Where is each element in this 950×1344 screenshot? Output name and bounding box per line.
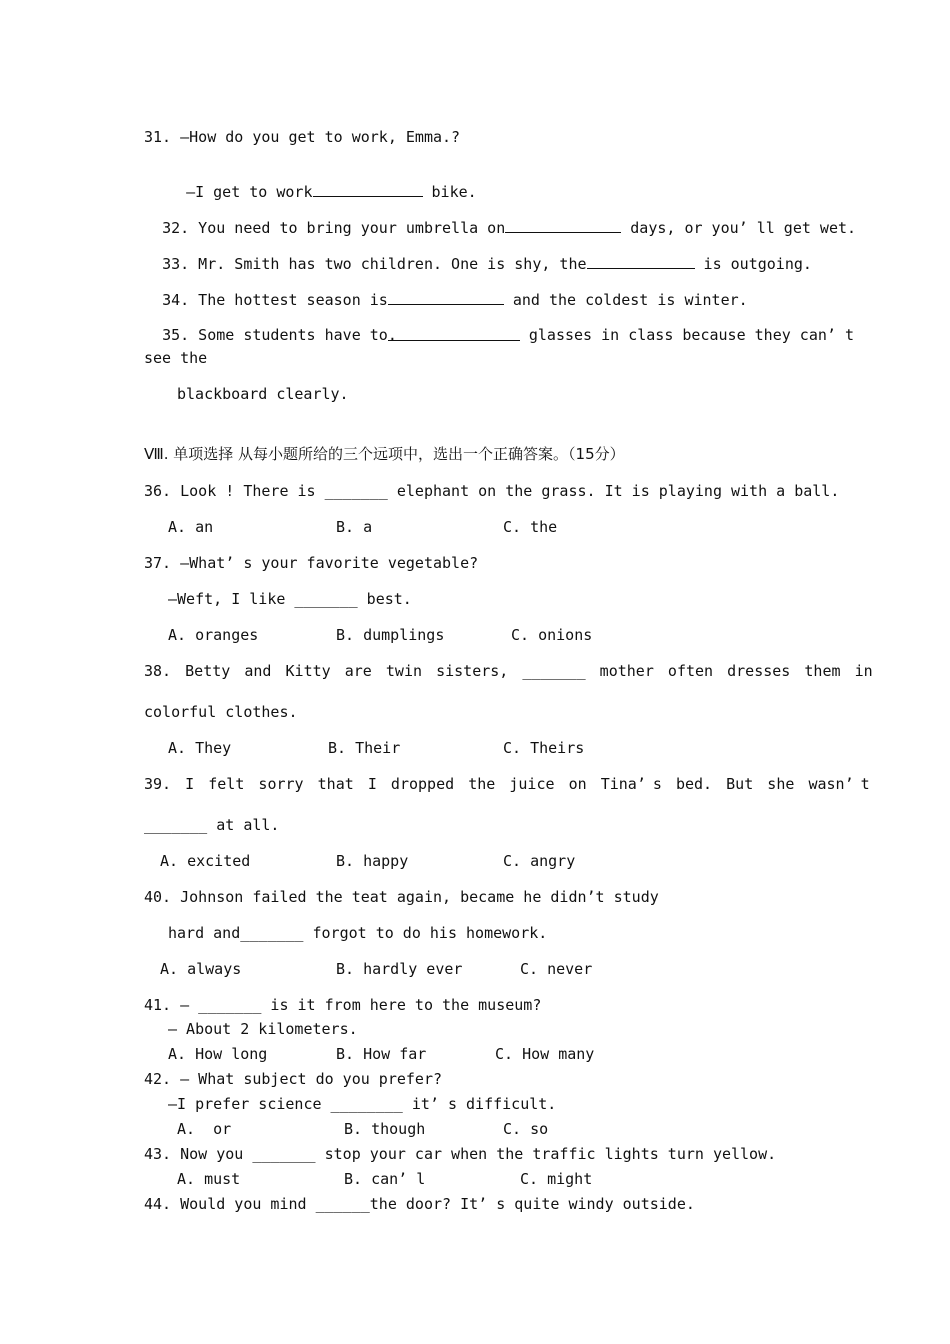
q39-option-a[interactable]: A. excited — [160, 852, 251, 870]
q33-text-b: is outgoing. — [694, 255, 812, 273]
q32-line — [144, 200, 856, 237]
q35-text-d: blackboard clearly. — [177, 385, 349, 403]
q41-option-a[interactable]: A. How long — [168, 1045, 268, 1063]
q38-question-2: colorful clothes. — [144, 703, 298, 721]
q38-question: 38. Betty and Kitty are twin sisters, _______ mother often dresses them in — [144, 662, 873, 680]
q40-option-a[interactable]: A. always — [160, 960, 242, 978]
q42-option-b[interactable]: B. though — [344, 1120, 426, 1138]
q39-option-b[interactable]: B. happy — [336, 852, 409, 870]
q37-option-a[interactable]: A. oranges — [168, 626, 259, 644]
q40-question: 40. Johnson failed the teat again, became he didn’t study — [144, 888, 659, 906]
q35-text-a: 35. Some students have to — [162, 326, 388, 344]
q37-option-c[interactable]: C. onions — [511, 626, 593, 644]
q31-answer-suffix: bike. — [422, 183, 477, 201]
q31-blank[interactable] — [313, 182, 423, 197]
q39-option-c[interactable]: C. angry — [503, 852, 576, 870]
q37-question: 37. —What’ s your favorite vegetable? — [144, 554, 479, 572]
q42-question-2: —I prefer science ________ it’ s difficult. — [168, 1095, 557, 1113]
q35-blank[interactable] — [387, 326, 520, 344]
q39-question: 39. I felt sorry that I dropped the juice on Tina’ s bed. But she wasn’ t — [144, 775, 870, 793]
q38-option-c[interactable]: C. Theirs — [503, 739, 585, 757]
q36-option-b[interactable]: B. a — [336, 518, 373, 536]
q40-option-c[interactable]: C. never — [520, 960, 593, 978]
q42-question: 42. — What subject do you prefer? — [144, 1070, 443, 1088]
q38-option-a[interactable]: A. They — [168, 739, 232, 757]
q31-text: 31. —How do you get to work, Emma.? — [144, 128, 461, 146]
section-8-heading: Ⅷ. 单项选择 从每小题所给的三个远项中，选出一个正确答案。（15分） — [144, 445, 625, 463]
q42-option-c[interactable]: C. so — [503, 1120, 549, 1138]
q43-option-b[interactable]: B. can’ l — [344, 1170, 426, 1188]
q43-question: 43. Now you _______ stop your car when the traffic lights turn yellow. — [144, 1145, 777, 1163]
q34-text-a: 34. The hottest season is — [162, 291, 388, 309]
q33-blank[interactable] — [587, 254, 695, 269]
q42-option-a[interactable]: A. or — [177, 1120, 232, 1138]
q37-question-2: —Weft, I like _______ best. — [168, 590, 412, 608]
q32-text-a: 32. You need to bring your umbrella on — [162, 219, 506, 237]
q32-blank[interactable] — [505, 218, 621, 233]
q33-line — [144, 236, 812, 273]
q44-question: 44. Would you mind ______the door? It’ s quite windy outside. — [144, 1195, 695, 1213]
q41-question: 41. — _______ is it from here to the museum? — [144, 996, 542, 1014]
q35-line — [144, 308, 854, 344]
q34-text-b: and the coldest is winter. — [503, 291, 748, 309]
q34-line — [144, 272, 748, 309]
q43-option-a[interactable]: A. must — [177, 1170, 241, 1188]
q36-option-a[interactable]: A. an — [168, 518, 214, 536]
q35-dot: . — [387, 326, 397, 344]
q32-text-b: days, or you’ ll get wet. — [621, 219, 857, 237]
q41-question-2: — About 2 kilometers. — [168, 1020, 358, 1038]
q35-text-c: see the — [144, 349, 208, 367]
q38-option-b[interactable]: B. Their — [328, 739, 401, 757]
q35-text-b: glasses in class because they can’ t — [519, 326, 854, 344]
q43-option-c[interactable]: C. might — [520, 1170, 593, 1188]
q39-question-2: _______ at all. — [144, 816, 280, 834]
q40-option-b[interactable]: B. hardly ever — [336, 960, 463, 978]
q31-answer-prefix: —I get to work — [186, 183, 313, 201]
q31-answer-line — [168, 164, 477, 201]
q34-blank[interactable] — [388, 290, 504, 305]
q40-question-2: hard and_______ forgot to do his homework. — [168, 924, 548, 942]
q36-question: 36. Look ! There is _______ elephant on the grass. It is playing with a ball. — [144, 482, 840, 500]
q36-option-c[interactable]: C. the — [503, 518, 558, 536]
q41-option-b[interactable]: B. How far — [336, 1045, 427, 1063]
q41-option-c[interactable]: C. How many — [495, 1045, 595, 1063]
q33-text-a: 33. Mr. Smith has two children. One is shy, the — [162, 255, 587, 273]
q37-option-b[interactable]: B. dumplings — [336, 626, 445, 644]
